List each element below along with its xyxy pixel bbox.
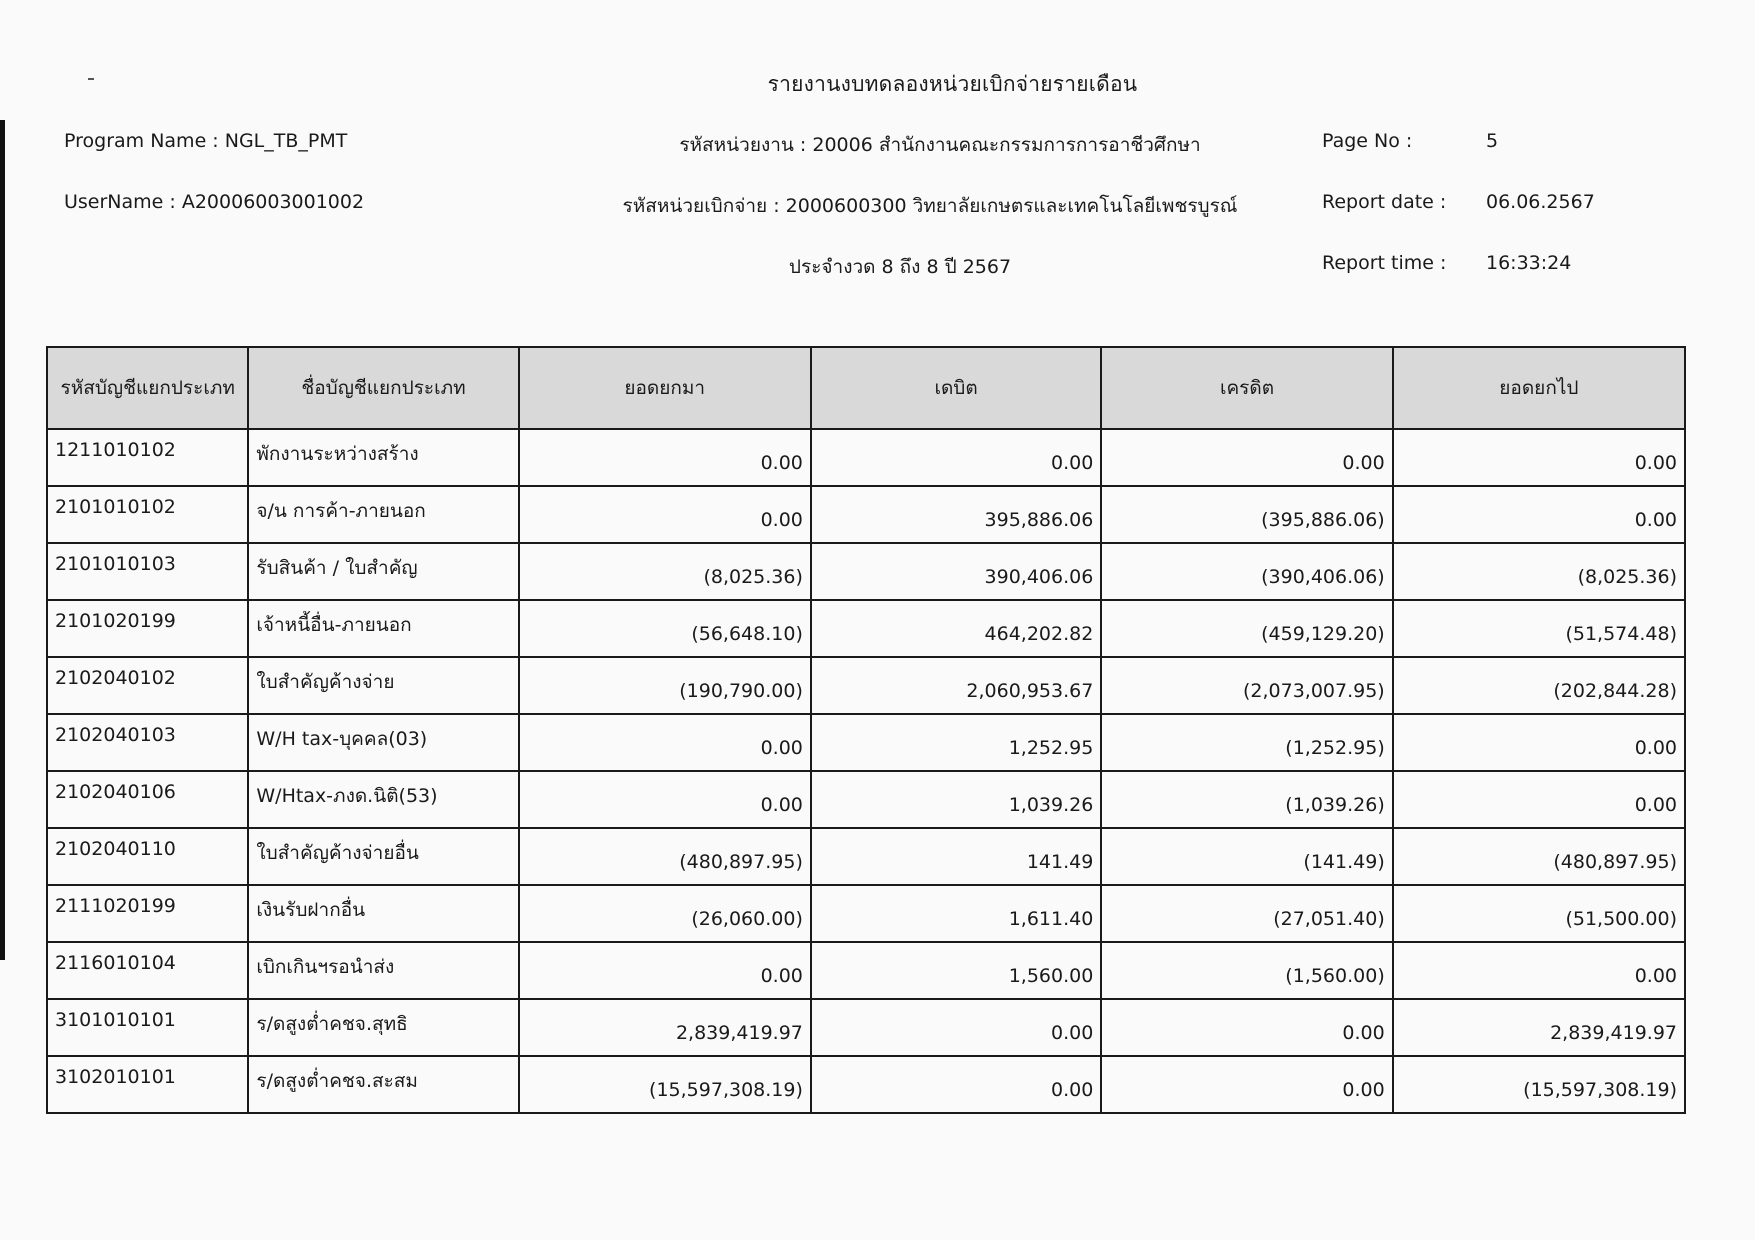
- account-code: 2102040102: [47, 657, 248, 714]
- account-name: เงินรับฝากอื่น: [248, 885, 518, 942]
- account-name: พักงานระหว่างสร้าง: [248, 429, 518, 486]
- credit: (1,039.26): [1101, 771, 1392, 828]
- account-name: เบิกเกินฯรอนำส่ง: [248, 942, 518, 999]
- account-code: 2101020199: [47, 600, 248, 657]
- table-row: [47, 828, 1685, 885]
- credit: 0.00: [1101, 999, 1392, 1056]
- credit: (1,560.00): [1101, 942, 1392, 999]
- account-name: ใบสำคัญค้างจ่ายอื่น: [248, 828, 518, 885]
- table-row: [47, 1056, 1685, 1113]
- credit: (1,252.95): [1101, 714, 1392, 771]
- debit: 1,560.00: [811, 942, 1101, 999]
- account-name: W/H tax-บุคคล(03): [248, 714, 518, 771]
- account-name: เจ้าหนี้อื่น-ภายนอก: [248, 600, 518, 657]
- opening-balance: (480,897.95): [519, 828, 811, 885]
- table-row: [47, 942, 1685, 999]
- account-code: 2102040106: [47, 771, 248, 828]
- closing-balance: 0.00: [1393, 429, 1685, 486]
- program-name: Program Name : NGL_TB_PMT: [64, 130, 348, 152]
- scan-edge-shadow: [0, 120, 5, 960]
- header-credit: เครดิต: [1101, 347, 1392, 429]
- closing-balance: (51,500.00): [1393, 885, 1685, 942]
- closing-balance: (8,025.36): [1393, 543, 1685, 600]
- closing-balance: 2,839,419.97: [1393, 999, 1685, 1056]
- account-code: 3101010101: [47, 999, 248, 1056]
- account-name: ร/ดสูงต่ำคชจ.สะสม: [248, 1056, 518, 1113]
- credit: (395,886.06): [1101, 486, 1392, 543]
- agency-code: รหัสหน่วยงาน : 20006 สำนักงานคณะกรรมการการอาชีวศึกษา: [679, 134, 1201, 156]
- opening-balance: 2,839,419.97: [519, 999, 811, 1056]
- closing-balance: (51,574.48): [1393, 600, 1685, 657]
- account-code: 2111020199: [47, 885, 248, 942]
- report-time-label: Report time :: [1322, 252, 1447, 274]
- opening-balance: (190,790.00): [519, 657, 811, 714]
- header-debit: เดบิต: [811, 347, 1101, 429]
- account-code: 1211010102: [47, 429, 248, 486]
- user-name: UserName : A20006003001002: [64, 191, 365, 213]
- account-code: 2102040103: [47, 714, 248, 771]
- account-code: 2101010103: [47, 543, 248, 600]
- debit: 2,060,953.67: [811, 657, 1101, 714]
- debit: 1,252.95: [811, 714, 1101, 771]
- opening-balance: (8,025.36): [519, 543, 811, 600]
- disbursing-unit-code: รหัสหน่วยเบิกจ่าย : 2000600300 วิทยาลัยเกษตรและเทคโนโลยีเพชรบูรณ์: [622, 195, 1238, 217]
- account-name: ร/ดสูงต่ำคชจ.สุทธิ: [248, 999, 518, 1056]
- account-name: รับสินค้า / ใบสำคัญ: [248, 543, 518, 600]
- opening-balance: (56,648.10): [519, 600, 811, 657]
- credit: (390,406.06): [1101, 543, 1392, 600]
- account-code: 3102010101: [47, 1056, 248, 1113]
- table-row: [47, 429, 1685, 486]
- closing-balance: (15,597,308.19): [1393, 1056, 1685, 1113]
- debit: 0.00: [811, 999, 1101, 1056]
- closing-balance: 0.00: [1393, 771, 1685, 828]
- debit: 0.00: [811, 429, 1101, 486]
- table-row: [47, 543, 1685, 600]
- trial-balance-table: [46, 346, 1686, 1114]
- header-account-name: ชื่อบัญชีแยกประเภท: [248, 347, 518, 429]
- opening-balance: 0.00: [519, 429, 811, 486]
- page-no-label: Page No :: [1322, 130, 1413, 152]
- closing-balance: 0.00: [1393, 486, 1685, 543]
- table-header-row: [47, 347, 1685, 429]
- closing-balance: 0.00: [1393, 942, 1685, 999]
- credit: 0.00: [1101, 429, 1392, 486]
- account-code: 2102040110: [47, 828, 248, 885]
- report-date-label: Report date :: [1322, 191, 1447, 213]
- debit: 1,039.26: [811, 771, 1101, 828]
- opening-balance: (15,597,308.19): [519, 1056, 811, 1113]
- table-row: [47, 885, 1685, 942]
- account-code: 2101010102: [47, 486, 248, 543]
- page-no-value: 5: [1486, 130, 1499, 152]
- header-account-code: รหัสบัญชีแยกประเภท: [47, 347, 248, 429]
- credit: 0.00: [1101, 1056, 1392, 1113]
- debit: 390,406.06: [811, 543, 1101, 600]
- debit: 0.00: [811, 1056, 1101, 1113]
- debit: 141.49: [811, 828, 1101, 885]
- report-period: ประจำงวด 8 ถึง 8 ปี 2567: [788, 256, 1012, 278]
- closing-balance: 0.00: [1393, 714, 1685, 771]
- account-name: W/Htax-ภงด.นิติ(53): [248, 771, 518, 828]
- table-row: [47, 771, 1685, 828]
- opening-balance: 0.00: [519, 486, 811, 543]
- closing-balance: (480,897.95): [1393, 828, 1685, 885]
- credit: (459,129.20): [1101, 600, 1392, 657]
- opening-balance: (26,060.00): [519, 885, 811, 942]
- opening-balance: 0.00: [519, 771, 811, 828]
- debit: 464,202.82: [811, 600, 1101, 657]
- account-name: จ/น การค้า-ภายนอก: [248, 486, 518, 543]
- report-title: รายงานงบทดลองหน่วยเบิกจ่ายรายเดือน: [767, 72, 1138, 96]
- table-row: [47, 999, 1685, 1056]
- header-closing-balance: ยอดยกไป: [1393, 347, 1685, 429]
- credit: (141.49): [1101, 828, 1392, 885]
- report-time-value: 16:33:24: [1486, 252, 1572, 274]
- table-row: [47, 600, 1685, 657]
- credit: (27,051.40): [1101, 885, 1392, 942]
- credit: (2,073,007.95): [1101, 657, 1392, 714]
- table-row: [47, 657, 1685, 714]
- account-name: ใบสำคัญค้างจ่าย: [248, 657, 518, 714]
- opening-balance: 0.00: [519, 714, 811, 771]
- report-date-value: 06.06.2567: [1486, 191, 1595, 213]
- table-row: [47, 714, 1685, 771]
- closing-balance: (202,844.28): [1393, 657, 1685, 714]
- table-row: [47, 486, 1685, 543]
- debit: 395,886.06: [811, 486, 1101, 543]
- header-opening-balance: ยอดยกมา: [519, 347, 811, 429]
- debit: 1,611.40: [811, 885, 1101, 942]
- opening-balance: 0.00: [519, 942, 811, 999]
- account-code: 2116010104: [47, 942, 248, 999]
